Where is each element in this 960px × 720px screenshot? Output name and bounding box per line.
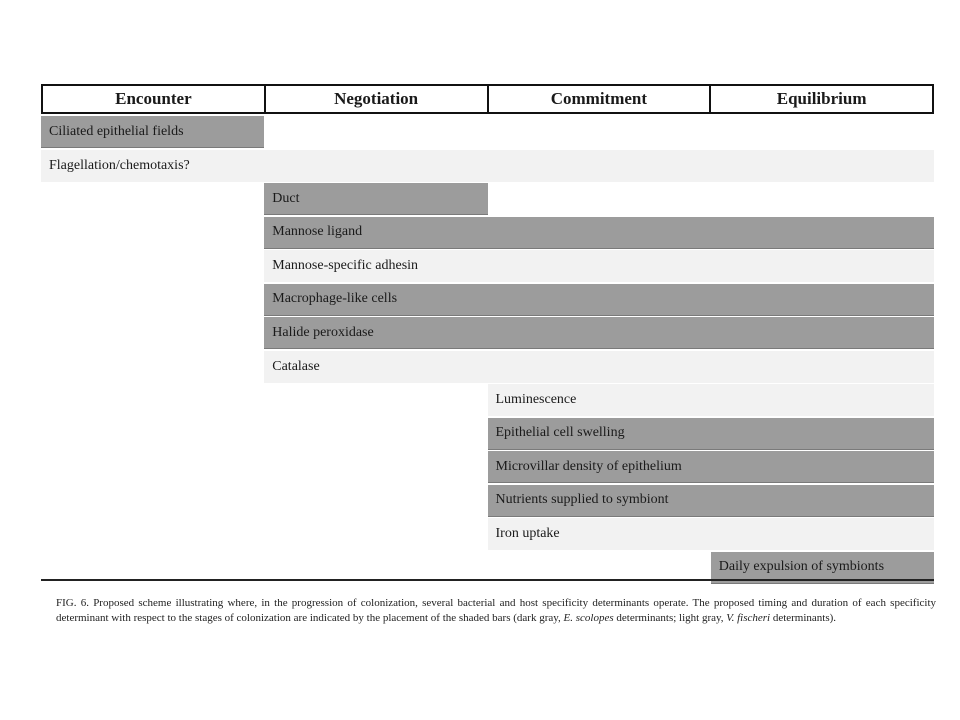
determinant-bar: Nutrients supplied to symbiont <box>488 485 935 517</box>
caption-middle: determinants; light gray, <box>616 612 724 624</box>
determinant-bar: Catalase <box>264 351 934 383</box>
determinant-bar: Macrophage-like cells <box>264 284 934 316</box>
figure-caption <box>56 596 936 626</box>
determinant-bar: Halide peroxidase <box>264 317 934 349</box>
caption-prefix: FIG. 6. Proposed scheme illustrating where, in the progression of colonization, several bacterial and host specificity determinants operate. The proposed timing and duration of each specificity determinant with respect to the stages of colonization are indicated by the placement of the shaded bars (dark gray, <box>56 597 936 624</box>
determinant-bar: Iron uptake <box>488 518 935 550</box>
caption-suffix: determinants). <box>772 612 837 624</box>
stage-negotiation: Negotiation <box>266 86 489 112</box>
determinant-bar: Mannose ligand <box>264 217 934 249</box>
determinant-bar: Duct <box>264 183 487 215</box>
determinant-bar: Daily expulsion of symbionts <box>711 552 934 584</box>
stage-commitment: Commitment <box>489 86 712 112</box>
stage-encounter: Encounter <box>43 86 266 112</box>
determinant-bar: Microvillar density of epithelium <box>488 451 935 483</box>
determinant-bar: Mannose-specific adhesin <box>264 250 934 282</box>
bottom-rule <box>41 579 934 581</box>
determinant-bar: Epithelial cell swelling <box>488 418 935 450</box>
caption-symbiont-species: V. fischeri <box>726 612 771 624</box>
stage-equilibrium: Equilibrium <box>776 89 867 108</box>
caption-host-species: E. scolopes <box>563 612 614 624</box>
determinant-bar: Luminescence <box>488 384 935 416</box>
determinant-bar: Flagellation/chemotaxis? <box>41 150 934 182</box>
determinant-bar: Ciliated epithelial fields <box>41 116 264 148</box>
